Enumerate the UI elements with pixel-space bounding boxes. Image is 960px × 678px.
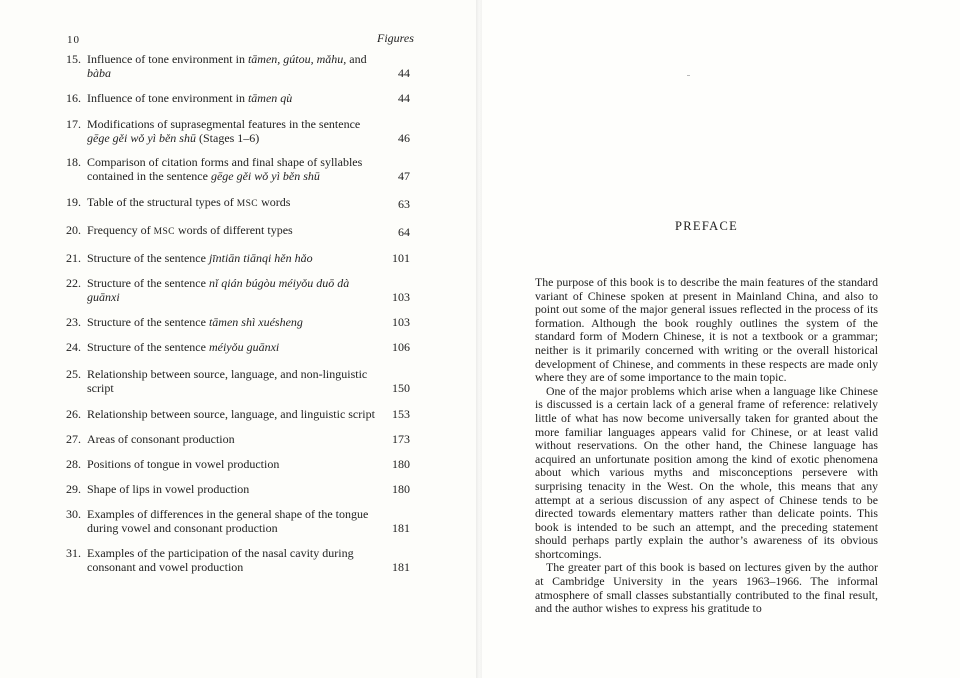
figure-page-number: 181 [392,521,410,535]
figure-entry [66,155,412,183]
figure-number: 20. [66,223,81,237]
figure-entry [66,223,412,239]
figure-entry [66,117,412,145]
figure-list [66,52,412,574]
preface-paragraph: The greater part of this book is based on lectures given by the author at Cambridge University in the years 1963–1966. The informal atmosphere of small classes substantially contributed to the final result, and the author wishes to express his gratitude to [535,560,878,616]
figure-page-number: 64 [398,225,410,239]
preface-body [535,276,878,616]
running-head: Figures [377,31,414,45]
figure-entry [66,276,412,304]
figure-title: Relationship between source, language, and non-linguistic script [87,367,368,395]
figure-number: 22. [66,276,81,290]
paper-fleck [687,75,690,76]
figure-entry [66,340,412,354]
figure-number: 17. [66,117,81,131]
figure-entry [66,251,412,265]
figure-number: 27. [66,432,81,446]
figure-page-number: 180 [392,457,410,471]
figure-title: Examples of differences in the general shape of the tongue during vowel and consonant production [87,507,369,535]
figure-page-number: 180 [392,482,410,496]
figure-title: Structure of the sentence tāmen shì xuésheng [87,315,303,329]
figure-number: 19. [66,195,81,209]
figure-title: Examples of the participation of the nasal cavity during consonant and vowel production [87,546,354,574]
figure-title: Influence of tone environment in tāmen, gútou, mǎhu, and bàba [87,52,367,80]
figure-entry [66,195,412,211]
figure-title: Positions of tongue in vowel production [87,457,280,471]
figure-number: 23. [66,315,81,329]
figure-number: 15. [66,52,81,66]
figure-entry [66,91,412,105]
figure-page-number: 153 [392,407,410,421]
figure-entry [66,407,412,421]
figure-entry [66,546,412,574]
figure-page-number: 63 [398,197,410,211]
figure-number: 16. [66,91,81,105]
figure-page-number: 106 [392,340,410,354]
figure-entry [66,457,412,471]
figure-page-number: 103 [392,290,410,304]
figure-title: Frequency of MSC words of different types [87,223,293,237]
figure-page-number: 173 [392,432,410,446]
figure-title: Structure of the sentence jīntiān tiānqi hěn hǎo [87,251,313,265]
figure-title: Comparison of citation forms and final shape of syllables contained in the sentence gēge gěi wǒ yì běn shū [87,155,363,183]
preface-heading: PREFACE [675,219,739,233]
figure-number: 29. [66,482,81,496]
figure-number: 28. [66,457,81,471]
figure-title: Influence of tone environment in tāmen qù [87,91,293,105]
figure-title: Structure of the sentence méiyǒu guānxi [87,340,280,354]
figure-title: Structure of the sentence nǐ qián búgòu méiyǒu duō dà guānxi [87,276,350,304]
figure-number: 30. [66,507,81,521]
figure-entry [66,482,412,496]
figure-page-number: 47 [398,169,410,183]
preface-paragraph: One of the major problems which arise when a language like Chinese is discussed is a certain lack of a general frame of reference: relatively little of what has now become universally taken for granted about the more familiar languages appears valid for Chinese, or at least valid without reservations. On the other hand, the Chinese language has acquired an unfortunate position among the kind of exotic phenomena about which various myths and misconceptions persevere with surprising tenacity in the West. On the whole, this means that any attempt at a serious discussion of any aspect of Chinese tends to be directed towards elementary matters rather than delicate points. This book is intended to be such an attempt, and the preceding statement should perhaps partly explain the author’s awareness of its obvious shortcomings. [535,383,878,561]
figure-number: 21. [66,251,81,265]
figure-page-number: 44 [398,66,410,80]
figure-page-number: 103 [392,315,410,329]
figure-title: Shape of lips in vowel production [87,482,250,496]
figure-title: Table of the structural types of MSC words [87,195,291,209]
preface-paragraph: The purpose of this book is to describe the main features of the standard variant of Chinese spoken at present in Mainland China, and also to point out some of the major general issues reflected in the process of its formation. Although the book roughly outlines the system of the standard form of Modern Chinese, it is not a textbook or a grammar; neither is it primarily concerned with writing or the overall historical development of Chinese, and comments in these respects are made only where they are of some importance to the main topic. [535,275,878,385]
figure-entry [66,432,412,446]
figure-page-number: 44 [398,91,410,105]
figure-title: Areas of consonant production [87,432,235,446]
figure-page-number: 181 [392,560,410,574]
figure-entry [66,52,412,80]
figure-entry [66,315,412,329]
figure-number: 24. [66,340,81,354]
figure-page-number: 46 [398,131,410,145]
figure-page-number: 150 [392,381,410,395]
figure-number: 18. [66,155,81,169]
figure-number: 26. [66,407,81,421]
figure-number: 25. [66,367,81,381]
left-page [0,0,478,678]
figure-title: Relationship between source, language, and linguistic script [87,407,375,421]
figure-entry [66,367,412,395]
figure-number: 31. [66,546,81,560]
figure-title: Modifications of suprasegmental features in the sentence gēge gěi wǒ yì běn shū (Stages 1–6) [87,117,361,145]
figure-page-number: 101 [392,251,410,265]
page-number: 10 [67,34,80,46]
figure-entry [66,507,412,535]
